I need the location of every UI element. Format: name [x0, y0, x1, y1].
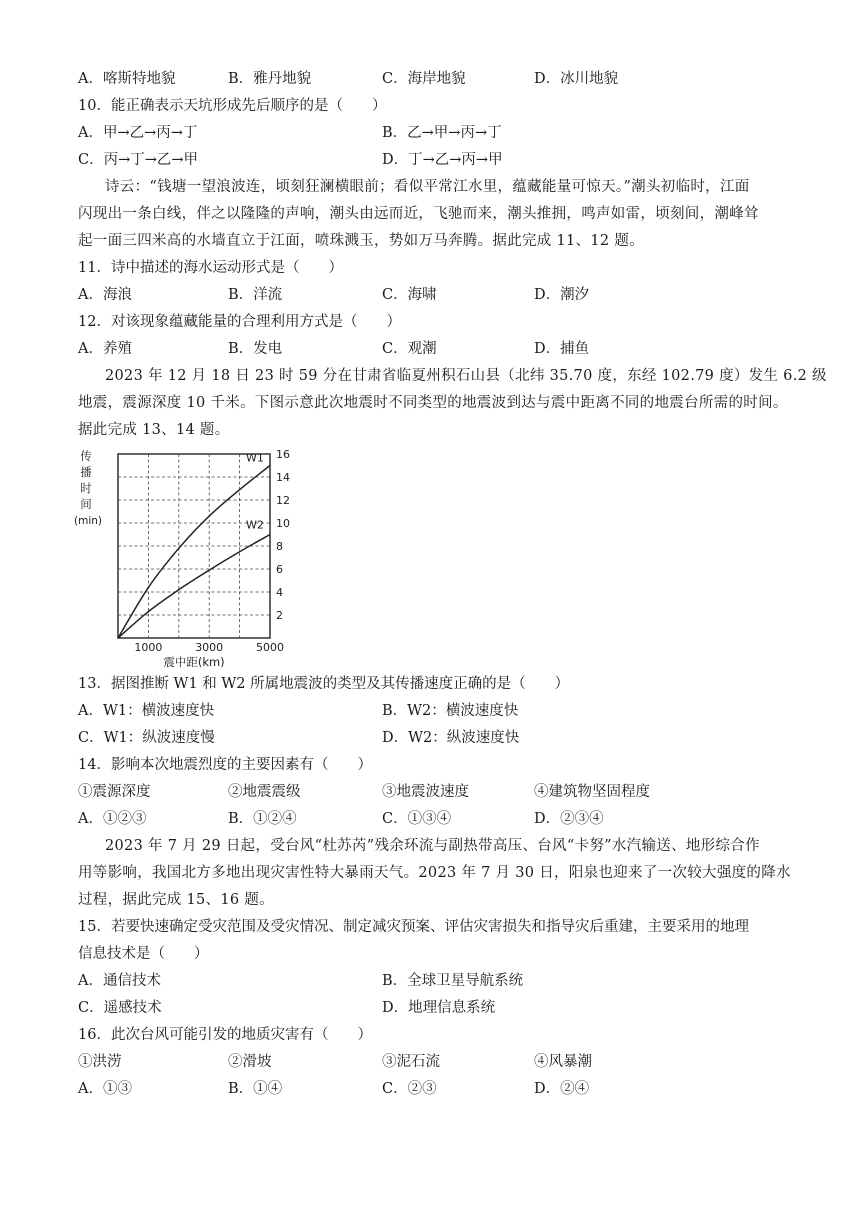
poem-passage-line-1: 诗云：“钱塘一望浪波连，顷刻狂澜横眼前；看似平常江水里，蕴藏能量可惊天。”潮头初临时，江面 [105, 179, 750, 195]
chart-series-line-w2 [118, 535, 270, 639]
q12-option-a[interactable]: A．养殖 [78, 341, 132, 357]
q14-option-a[interactable]: A．①②③ [78, 811, 147, 827]
chart-y-axis-label-char: 播 [80, 465, 92, 479]
q12-option-d[interactable]: D．捕鱼 [534, 341, 590, 357]
chart-y-tick-label: 10 [276, 517, 290, 530]
q13-option-c[interactable]: C．W1：纵波速度慢 [78, 730, 215, 746]
q11-option-b[interactable]: B．洋流 [228, 287, 283, 303]
q9-option-b[interactable]: B．雅丹地貌 [228, 71, 312, 87]
q16-item-1: ①洪涝 [78, 1054, 122, 1070]
q16-option-a[interactable]: A．①③ [78, 1081, 132, 1097]
q14-item-3: ③地震波速度 [382, 784, 469, 800]
chart-x-tick-label: 1000 [134, 641, 163, 654]
q15-option-a[interactable]: A．通信技术 [78, 973, 161, 989]
q15-stem-line-1: 15．若要快速确定受灾范围及受灾情况、制定减灾预案、评估灾害损失和指导灾后重建，主要采用的地理 [78, 919, 749, 935]
q13-option-b[interactable]: B．W2：横波速度快 [382, 703, 519, 719]
q12-option-b[interactable]: B．发电 [228, 341, 283, 357]
chart-y-tick-label: 4 [276, 586, 283, 599]
q14-option-d[interactable]: D．②③④ [534, 811, 604, 827]
chart-x-axis-label: 震中距(km) [163, 655, 225, 669]
chart-y-axis-unit: (min) [74, 515, 102, 527]
q16-option-d[interactable]: D．②④ [534, 1081, 590, 1097]
q16-item-3: ③泥石流 [382, 1054, 440, 1070]
q14-option-c[interactable]: C．①③④ [382, 811, 452, 827]
chart-y-tick-label: 14 [276, 471, 290, 484]
q11-stem: 11．诗中描述的海水运动形式是（ ） [78, 260, 343, 276]
poem-passage-line-3: 起一面三四米高的水墙直立于江面，喷珠溅玉，势如万马奔腾。据此完成 11、12 题。 [78, 233, 644, 249]
q13-option-d[interactable]: D．W2：纵波速度快 [382, 730, 520, 746]
q16-item-2: ②滑坡 [228, 1054, 272, 1070]
storm-passage-line-3: 过程，据此完成 15、16 题。 [78, 892, 274, 908]
chart-y-axis-label-char: 传 [80, 449, 92, 463]
q10-option-b[interactable]: B．乙→甲→丙→丁 [382, 125, 502, 141]
q14-item-1: ①震源深度 [78, 784, 151, 800]
q16-option-c[interactable]: C．②③ [382, 1081, 437, 1097]
chart-y-tick-label: 12 [276, 494, 290, 507]
q14-item-4: ④建筑物坚固程度 [534, 784, 650, 800]
q14-item-2: ②地震震级 [228, 784, 301, 800]
quake-passage-line-2: 地震，震源深度 10 千米。下图示意此次地震时不同类型的地震波到达与震中距离不同的地震台所需的时间。 [78, 395, 788, 411]
chart-series-line-w1 [118, 466, 270, 639]
chart-y-axis-label-char: 间 [80, 497, 92, 511]
chart-y-tick-label: 6 [276, 563, 283, 576]
chart-x-tick-label: 5000 [256, 641, 284, 654]
poem-passage-line-2: 闪现出一条白线，伴之以隆隆的声响，潮头由远而近，飞驰而来，潮头推拥，鸣声如雷，顷刻间，潮峰耸 [78, 206, 759, 222]
chart-series-label-w1: W1 [246, 451, 264, 465]
storm-passage-line-1: 2023 年 7 月 29 日起，受台风“杜苏芮”残余环流与副热带高压、台风“卡努”水汽输送、地形综合作 [105, 838, 760, 854]
q12-stem: 12．对该现象蕴藏能量的合理利用方式是（ ） [78, 314, 401, 330]
chart-y-tick-label: 2 [276, 609, 283, 622]
q11-option-d[interactable]: D．潮汐 [534, 287, 590, 303]
q11-option-c[interactable]: C．海啸 [382, 287, 437, 303]
q10-option-d[interactable]: D．丁→乙→丙→甲 [382, 152, 503, 168]
q16-option-b[interactable]: B．①④ [228, 1081, 283, 1097]
q10-option-a[interactable]: A．甲→乙→丙→丁 [78, 125, 198, 141]
q16-stem: 16．此次台风可能引发的地质灾害有（ ） [78, 1027, 372, 1043]
storm-passage-line-2: 用等影响，我国北方多地出现灾害性特大暴雨天气。2023 年 7 月 30 日，阳泉也迎来了一次较大强度的降水 [78, 865, 791, 881]
q12-option-c[interactable]: C．观潮 [382, 341, 437, 357]
q9-option-d[interactable]: D．冰川地貌 [534, 71, 619, 87]
quake-passage-line-3: 据此完成 13、14 题。 [78, 422, 230, 438]
chart-y-tick-label: 8 [276, 540, 283, 553]
q10-stem: 10．能正确表示天坑形成先后顺序的是（ ） [78, 98, 387, 114]
q13-stem: 13．据图推断 W1 和 W2 所属地震波的类型及其传播速度正确的是（ ） [78, 676, 570, 692]
q15-option-b[interactable]: B．全球卫星导航系统 [382, 973, 524, 989]
chart-x-tick-label: 3000 [195, 641, 224, 654]
seismic-wave-chart [70, 446, 300, 672]
q9-option-a[interactable]: A．喀斯特地貌 [78, 71, 176, 87]
chart-series-label-w2: W2 [246, 518, 264, 532]
q15-stem-line-2: 信息技术是（ ） [78, 946, 209, 962]
q13-option-a[interactable]: A．W1：横波速度快 [78, 703, 215, 719]
chart-y-axis-label-char: 时 [80, 481, 92, 495]
q11-option-a[interactable]: A．海浪 [78, 287, 132, 303]
q15-option-c[interactable]: C．遥感技术 [78, 1000, 162, 1016]
quake-passage-line-1: 2023 年 12 月 18 日 23 时 59 分在甘肃省临夏州积石山县（北纬 35.70 度，东经 102.79 度）发生 6.2 级 [105, 368, 827, 384]
q14-option-b[interactable]: B．①②④ [228, 811, 297, 827]
q9-option-c[interactable]: C．海岸地貌 [382, 71, 466, 87]
q10-option-c[interactable]: C．丙→丁→乙→甲 [78, 152, 199, 168]
chart-y-tick-label: 16 [276, 448, 290, 461]
q16-item-4: ④风暴潮 [534, 1054, 592, 1070]
q15-option-d[interactable]: D．地理信息系统 [382, 1000, 496, 1016]
q14-stem: 14．影响本次地震烈度的主要因素有（ ） [78, 757, 372, 773]
